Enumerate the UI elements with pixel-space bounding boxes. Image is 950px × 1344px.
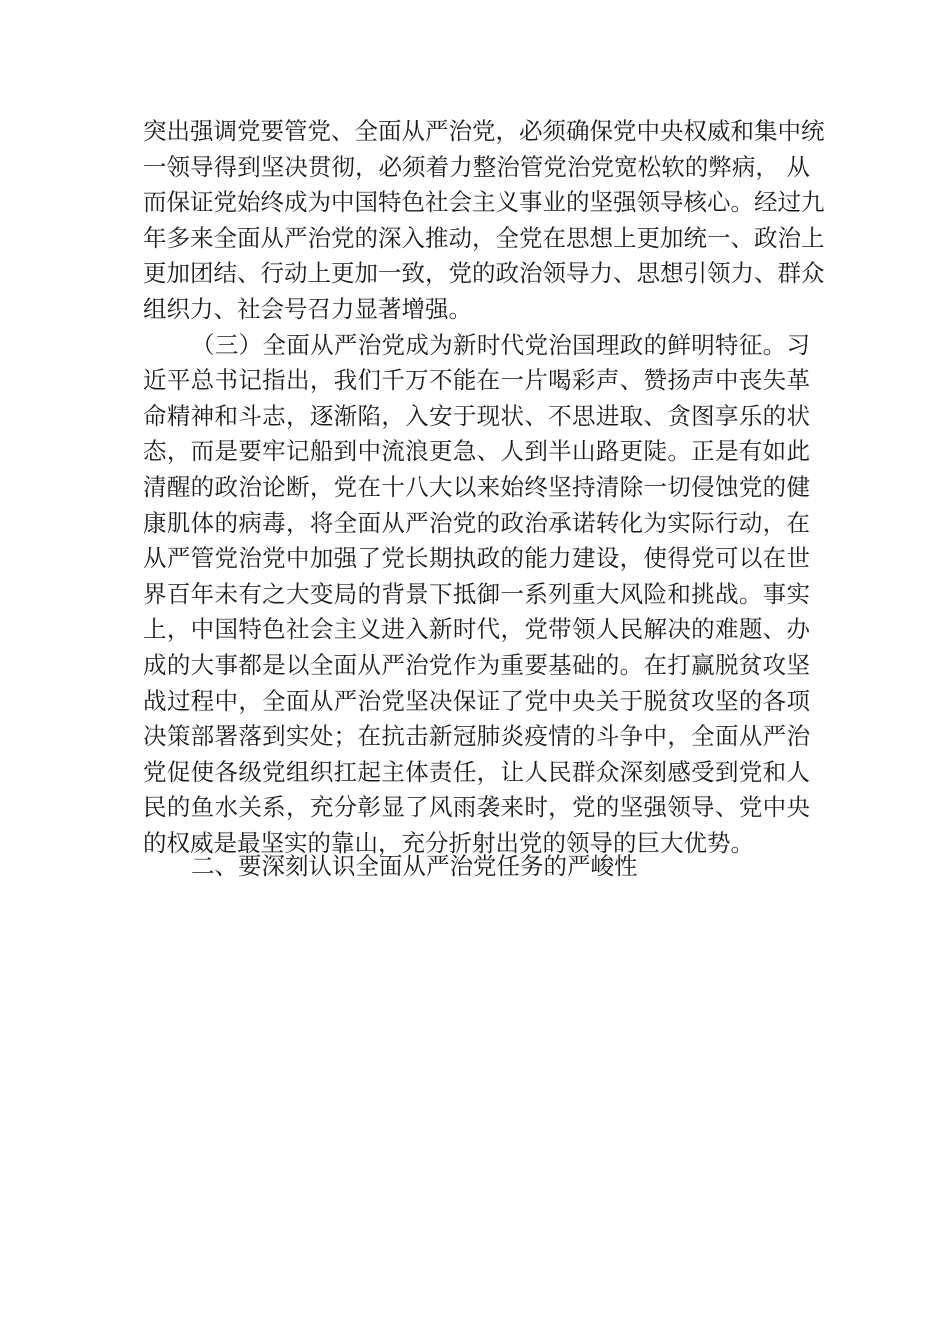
text-line: 界百年未有之大变局的背景下抵御一系列重大风险和挑战。事实 (143, 579, 810, 608)
document-body (143, 114, 825, 861)
text-line: 态，而是要牢记船到中流浪更急、人到半山路更陡。正是有如此 (143, 437, 810, 466)
text-line: 命精神和斗志，逐渐陷，入安于现状、不思进取、贪图享乐的状 (143, 401, 810, 430)
text-line: 成的大事都是以全面从严治党作为重要基础的。在打赢脱贫攻坚 (143, 650, 810, 679)
text-line: （三）全面从严治党成为新时代党治国理政的鲜明特征。习 (191, 330, 810, 359)
text-line: 的权威是最坚实的靠山，充分折射出党的领导的巨大优势。 (143, 828, 754, 857)
paragraph-1 (143, 114, 825, 328)
text-line: 决策部署落到实处；在抗击新冠肺炎疫情的斗争中，全面从严治 (143, 722, 810, 751)
text-line: 战过程中，全面从严治党坚决保证了党中央关于脱贫攻坚的各项 (143, 686, 810, 715)
text-line: 上，中国特色社会主义进入新时代，党带领人民解决的难题、办 (143, 615, 810, 644)
text-line: 康肌体的病毒，将全面从严治党的政治承诺转化为实际行动，在 (143, 508, 810, 537)
text-line: 近平总书记指出，我们千万不能在一片喝彩声、赞扬声中丧失革 (143, 366, 810, 395)
text-line: 更加团结、行动上更加一致，党的政治领导力、思想引领力、群众 (143, 259, 825, 288)
text-line: 年多来全面从严治党的深入推动，全党在思想上更加统一、政治上 (143, 223, 825, 252)
paragraph-2 (143, 328, 810, 862)
text-line: 突出强调党要管党、全面从严治党，必须确保党中央权威和集中统 (143, 117, 825, 145)
text-line: 民的鱼水关系，充分彰显了风雨袭来时，党的坚强领导、党中央 (143, 793, 810, 822)
section-heading: 二、要深刻认识全面从严治党任务的严峻性 (191, 852, 638, 880)
text-line: 而保证党始终成为中国特色社会主义事业的坚强领导核心。经过九 (143, 188, 825, 217)
text-line: 从严管党治党中加强了党长期执政的能力建设，使得党可以在世 (143, 544, 810, 573)
text-line: 一领导得到坚决贯彻，必须着力整治管党治党宽松软的弊病， 从 (143, 152, 810, 181)
text-line: 清醒的政治论断，党在十八大以来始终坚持清除一切侵蚀党的健 (143, 472, 810, 501)
text-line: 党促使各级党组织扛起主体责任，让人民群众深刻感受到党和人 (143, 757, 810, 786)
text-line: 组织力、社会号召力显著增强。 (143, 294, 472, 323)
